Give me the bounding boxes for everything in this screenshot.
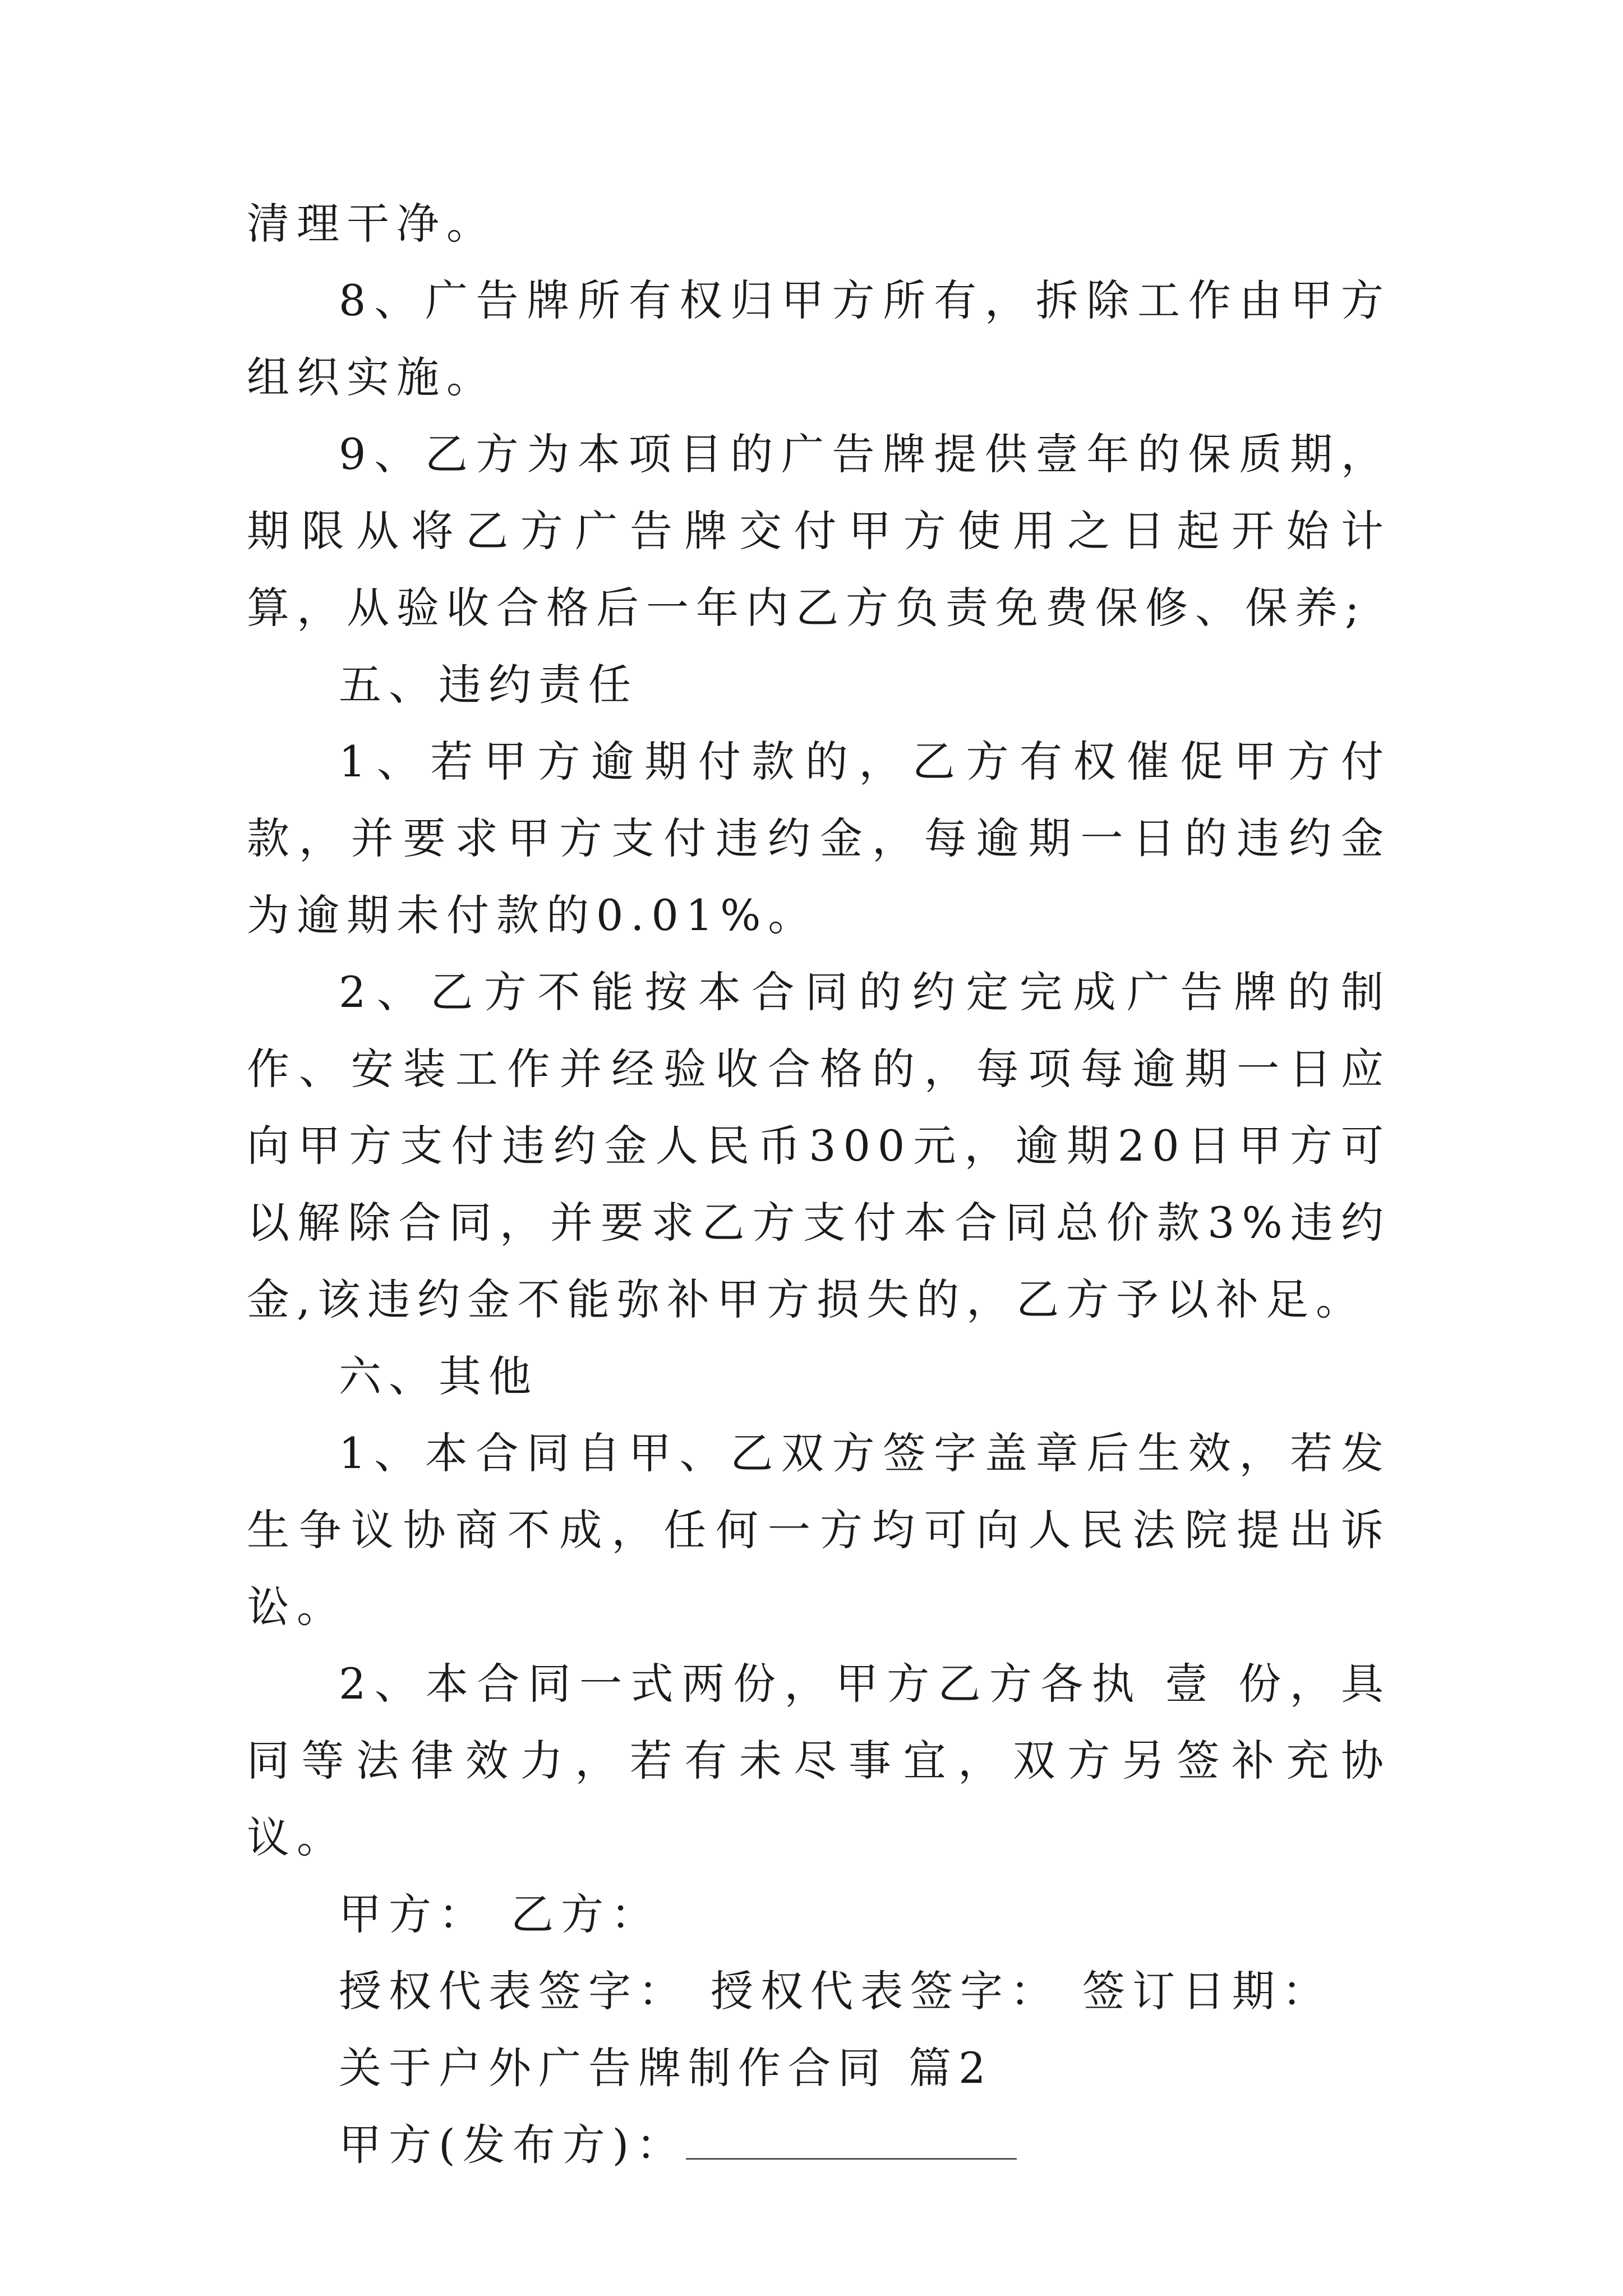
paragraph-breach-1: 1、若甲方逾期付款的，乙方有权催促甲方付款，并要求甲方支付违约金，每逾期一日的违约金为逾期未付款的0.01%。	[247, 737, 1391, 940]
party-a-label: 甲方：	[339, 1889, 488, 1939]
publisher-label: 甲方(发布方)：	[339, 2120, 686, 2170]
document-body	[247, 185, 1391, 2183]
party-b-sign-label: 授权代表签字：	[711, 1966, 1060, 2016]
paragraph-other-1: 1、本合同自甲、乙双方签字盖章后生效，若发生争议协商不成，任何一方均可向人民法院提出诉讼。	[247, 1428, 1391, 1632]
party-a-sign-label: 授权代表签字：	[339, 1966, 688, 2016]
paragraph-clause-9: 9、乙方为本项目的广告牌提供壹年的保质期，期限从将乙方广告牌交付甲方使用之日起开始计算，从验收合格后一年内乙方负责免费保修、保养;	[247, 429, 1391, 633]
section-heading-breach: 五、违约责任	[339, 660, 638, 710]
paragraph-cleanup: 清理干净。	[247, 199, 496, 249]
paragraph-other-2: 2、本合同一式两份，甲方乙方各执 壹 份，具同等法律效力，若有未尽事宜，双方另签补充协议。	[247, 1659, 1391, 1862]
party-b-label: 乙方：	[511, 1889, 661, 1939]
paragraph-clause-8: 8、广告牌所有权归甲方所有，拆除工作由甲方组织实施。	[247, 275, 1391, 402]
section-heading-other: 六、其他	[339, 1351, 538, 1401]
publisher-blank-field	[686, 2124, 1017, 2160]
publisher-line	[247, 2106, 1391, 2183]
signature-parties-line	[247, 1876, 1391, 1953]
paragraph-breach-2: 2、乙方不能按本合同的约定完成广告牌的制作、安装工作并经验收合格的，每项每逾期一日应向甲方支付违约金人民币300元，逾期20日甲方可以解除合同，并要求乙方支付本合同总价款3%违约金,该违约金不能弥补甲方损失的，乙方予以补足。	[247, 967, 1391, 1324]
signature-sign-line	[247, 1953, 1391, 2030]
sign-date-label: 签订日期：	[1082, 1966, 1332, 2016]
next-contract-title: 关于户外广告牌制作合同 篇2	[339, 2043, 993, 2093]
